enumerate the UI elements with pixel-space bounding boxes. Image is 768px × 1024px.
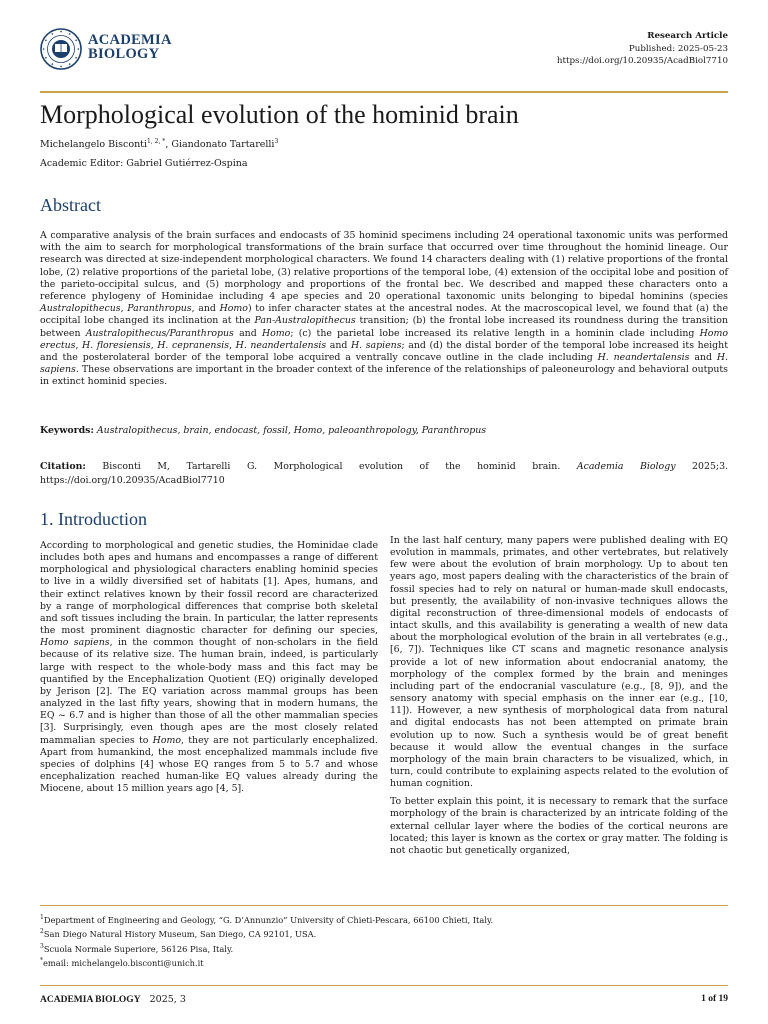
keywords-list: Australopithecus, brain, endocast, fossil, Homo, paleoanthropology, Paranthropus <box>96 425 487 436</box>
abstract-text <box>40 230 728 389</box>
affiliation-sup: * <box>40 956 43 964</box>
affiliation-item <box>40 941 493 955</box>
abstract-italic: H. sapiens <box>40 352 728 376</box>
author-list <box>40 138 278 150</box>
abstract-italic: Paranthropus <box>127 303 192 315</box>
corresponding-email <box>40 955 493 969</box>
introduction-heading: 1. Introduction <box>40 509 147 529</box>
abstract-run: ) to infer character states at the ancestral nodes. At the macroscopical level, we found that (a) the occipital lobe changed its inclination at the <box>40 303 728 327</box>
abstract-run: transition; (b) the frontal lobe increased its roundness during the transition between <box>40 315 728 339</box>
abstract-heading: Abstract <box>40 195 101 215</box>
keywords-label: Keywords: <box>40 425 94 436</box>
page-title: Morphological evolution of the hominid brain <box>40 100 519 129</box>
author-name[interactable]: Michelangelo Bisconti <box>40 139 148 151</box>
abstract-italic: Homo <box>261 327 291 339</box>
left-column <box>40 540 378 801</box>
intro-run: , in the common thought of non-scholars in the field because of its relative size. The human brain, indeed, is particularly large with respect to the whole-body mass and this fact may be quantified by the Encephalization Quotient (EQ) originally developed by Jerison [2]. The EQ variation across mammal groups has been analyzed in the last fifty years, showing that in modern humans, the EQ ~ 6.7 and is higher than those of all the other mammalian species [3]. Surprisingly, even though apes are the most closely related mammalian species to <box>40 637 378 746</box>
abstract-italic: H. neandertalensis <box>235 339 327 351</box>
affiliation-item <box>40 912 493 926</box>
page-header <box>40 26 728 76</box>
citation-text: Bisconti M, Tartarelli G. Morphological evolution of the hominid brain. <box>102 461 577 472</box>
doi-link[interactable]: https://doi.org/10.20935/AcadBiol7710 <box>556 56 728 66</box>
right-column <box>390 535 728 863</box>
affiliation-text: San Diego Natural History Museum, San Diego, CA 92101, USA. <box>43 929 317 940</box>
author-affiliation-sup: 1, 2, * <box>147 138 166 145</box>
journal-name-line2: BIOLOGY <box>88 46 160 62</box>
citation <box>40 460 728 488</box>
footer-rule <box>40 985 728 986</box>
affiliation-sup: 1 <box>40 914 44 921</box>
page-number: 1 of 19 <box>701 994 728 1004</box>
abstract-run: , <box>75 339 83 351</box>
academic-editor: Academic Editor: Gabriel Gutiérrez-Ospina <box>40 158 248 169</box>
abstract-run: . These observations are important in the broader context of the inference of the relationships of paleoneurology and behavioral outputs in extinct hominid species. <box>40 364 728 388</box>
affiliation-text: Department of Engineering and Geology, “G. D’Annunzio” University of Chieti-Pescara, 66100 Chieti, Italy. <box>43 914 494 925</box>
abstract-italic: H. sapiens <box>350 339 402 351</box>
affiliation-sup: 3 <box>40 942 44 950</box>
abstract-run: A comparative analysis of the brain surfaces and endocasts of 35 hominid specimens including 24 operational taxonomic units was performed with the aim to search for morphological transformations of the brain surface that occurred over time throughout the hominid lineage. Our research was directed at size-independent morphological characters. We found 14 characters dealing with (1) relative proportions of the frontal lobe, (2) relative proportions of the parietal lobe, (3) relative proportions of the temporal lobe, (4) extension of the occipital lobe and position of the parieto-occipital sulcus, and (5) morphology and proportions of the frontal bec. We described and mapped these characters onto a reference phylogeny of Hominidae including 4 ape species and 20 operational taxonomic units belonging to bipedal hominins (species <box>40 230 728 303</box>
affiliation-sup: 2 <box>40 928 44 936</box>
abstract-italic: Australopithecus/Paranthropus <box>85 327 234 339</box>
footer-journal <box>40 994 186 1005</box>
abstract-run: , <box>150 339 158 351</box>
journal-name <box>88 33 172 61</box>
journal-name-line1: ACADEMIA <box>88 32 172 48</box>
article-type: Research Article <box>647 31 728 41</box>
intro-paragraph <box>40 540 378 795</box>
intro-run: , they are not particularly encephalized. Apart from humankind, the most encephalized mammals include five species of dolphins [4] whose EQ ranges from 5 to 5.7 and whose encephalization reached human-like EQ values already during the Miocene, about 15 million years ago [4, 5]. <box>40 734 378 795</box>
affiliation-item <box>40 926 493 940</box>
intro-paragraph: In the last half century, many papers were published dealing with EQ evolution in mammals, primates, and other vertebrates, but relatively few were about the evolution of brain morphology. Up to about ten years ago, most papers dealing with the characteristics of the brain of fossil species had to rely on natural or human-made skull endocasts, but presently, the availability of non-invasive techniques allows the digital reconstruction of three-dimensional models of endocasts of intact skulls, and this availability is generating a wealth of new data about the morphological evolution of the brain in all vertebrates (e.g., [6, 7]). Techniques like CT scans and magnetic resonance analysis provide a lot of new information about endocranial anatomy, the morphology of the complex formed by the brain and meninges including part of the endocranial vasculature (e.g., [8, 9]), and the sensory anatomy with special emphasis on the inner ear (e.g., [10, 11]). However, a new synthesis of morphological data from natural and digital endocasts has not been attempted on primate brain evolution up to now. Such a synthesis would be of great benefit because it would allow the eventual changes in the surface morphology of the main brain characters to be visualized, which, in turn, could contribute to explaining aspects related to the evolution of human cognition. <box>390 535 728 790</box>
abstract-run: ; and (d) the distal border of the temporal lobe increased its height and the posterolateral border of the temporal lobe acquired a ventrally concave outline in the clade including <box>40 339 728 364</box>
abstract-italic: H. floresiensis <box>82 339 151 351</box>
citation-journal: Academia Biology <box>576 461 676 472</box>
abstract-italic: H. cepranensis <box>157 339 230 351</box>
header-rule <box>40 91 728 93</box>
abstract-run: , <box>229 339 236 351</box>
keywords <box>40 425 728 436</box>
published-date: Published: 2025-05-23 <box>628 43 728 54</box>
abstract-italic: Homo erectus <box>40 327 728 351</box>
abstract-italic: H. neandertalensis <box>597 352 690 364</box>
affiliation-text: Scuola Normale Superiore, 56126 Pisa, Italy. <box>43 943 234 954</box>
abstract-run: and <box>233 327 262 339</box>
intro-italic: Homo <box>152 734 182 746</box>
abstract-run: , and <box>191 303 220 315</box>
author-affiliation-sup: 3 <box>274 138 279 145</box>
abstract-italic: Pan-Australopithecus <box>254 315 356 327</box>
citation-doi[interactable]: 2025;3. https://doi.org/10.20935/AcadBiol7710 <box>40 461 729 486</box>
abstract-run: ; (c) the parietal lobe increased its relative length in a hominin clade including <box>290 327 700 339</box>
academia-seal-logo <box>40 28 82 70</box>
intro-italic: Homo sapiens <box>40 637 110 649</box>
affiliations <box>40 912 493 969</box>
author-separator: , <box>165 139 172 151</box>
citation-label: Citation: <box>40 461 86 472</box>
abstract-run: , <box>120 303 128 315</box>
abstract-run: and <box>326 339 351 351</box>
abstract-run: and <box>689 352 717 364</box>
email-text[interactable]: email: michelangelo.bisconti@unich.it <box>43 957 204 968</box>
abstract-italic: Homo <box>219 303 248 315</box>
article-meta <box>557 30 728 68</box>
intro-paragraph: To better explain this point, it is necessary to remark that the surface morphology of the brain is characterized by an intricate folding of the external cellular layer where the bodies of the cortical neurons are located; this layer is known as the cortex or gray matter. The folding is not chaotic but genetically organized, <box>390 796 728 856</box>
intro-run: According to morphological and genetic studies, the Hominidae clade includes both apes and humans and encompasses a range of different morphological and physiological characters enabling hominid species to live in a wildly diversified set of habitats [1]. Apes, humans, and their extinct relatives known by their fossil record are characterized by a range of morphological differences that comprise both skeletal and soft tissues including the brain. In particular, the latter represents the most prominent diagnostic character for defining our species, <box>40 540 378 637</box>
author-name[interactable]: Giandonato Tartarelli <box>171 139 275 151</box>
footer-volume: 2025, 3 <box>149 994 186 1005</box>
footnote-rule <box>40 905 728 906</box>
footer-journal-name: ACADEMIA BIOLOGY <box>40 995 141 1005</box>
abstract-italic: Australopithecus <box>40 303 121 315</box>
